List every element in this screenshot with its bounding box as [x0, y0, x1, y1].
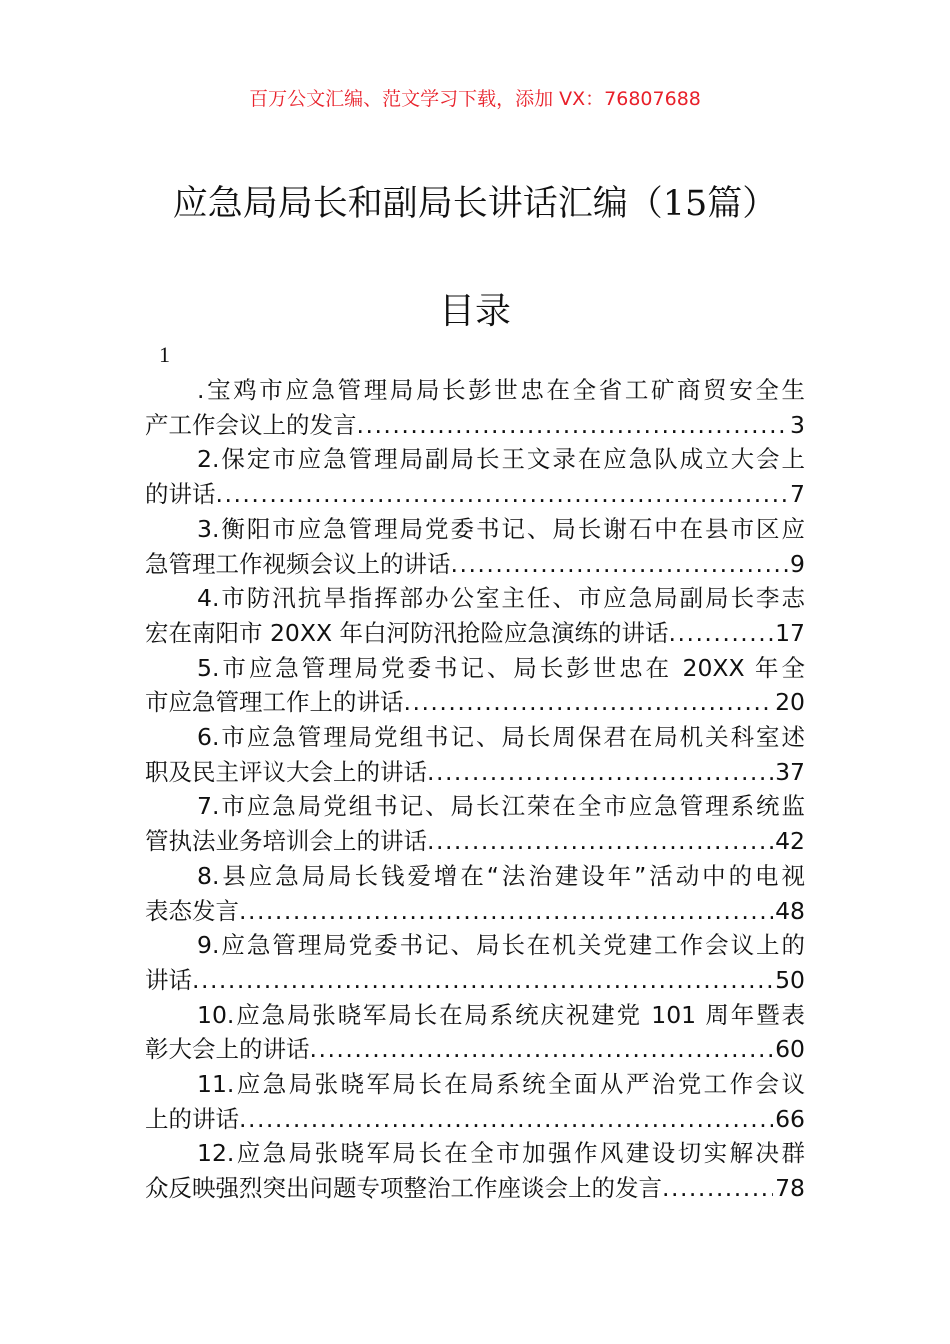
- toc-entry-title-line2: 宏在南阳市 20XX 年白河防汛抢险应急演练的讲话: [145, 618, 669, 647]
- toc-entry-title-line2: 众反映强烈突出问题专项整治工作座谈会上的发言: [145, 1174, 662, 1203]
- watermark-banner: 百万公文汇编、范文学习下载，添加 VX：76807688: [249, 88, 701, 110]
- toc-entry-title-line2: 的讲话: [145, 480, 216, 509]
- title-count: 15: [662, 184, 708, 224]
- table-of-contents: [145, 373, 805, 1206]
- toc-entry-page: 17: [775, 618, 805, 647]
- toc-entry-title-line2: 急管理工作视频会议上的讲话: [145, 549, 451, 578]
- document-title: [0, 176, 950, 226]
- toc-entry-title-line2: 职及民主评议大会上的讲话: [145, 757, 427, 786]
- toc-entry-title-line2: 表态发言: [145, 896, 239, 925]
- toc-entry-page: 7: [790, 480, 805, 509]
- dot-leader: [192, 963, 773, 998]
- toc-entry[interactable]: [145, 859, 805, 928]
- toc-entry-title-line1: 11.应急局张晓军局长在局系统全面从严治党工作会议: [197, 1070, 805, 1099]
- toc-entry-page: 37: [775, 757, 805, 786]
- toc-heading: 目录: [438, 291, 511, 332]
- toc-entry-line2: [145, 755, 805, 790]
- toc-entry-page: 3: [790, 410, 805, 439]
- toc-entry-line2: [145, 477, 805, 512]
- toc-entry[interactable]: [145, 442, 805, 511]
- toc-entry-line2: [145, 408, 805, 443]
- toc-entry-line2: [145, 616, 805, 651]
- dot-leader: [310, 1032, 774, 1067]
- toc-entry-page: 9: [790, 549, 805, 578]
- toc-entry-line2: [145, 1032, 805, 1067]
- toc-entry[interactable]: [145, 581, 805, 650]
- toc-entry-page: 60: [775, 1035, 805, 1064]
- toc-entry-page: 50: [775, 965, 805, 994]
- toc-entry-title-line1: 6.市应急管理局党组书记、局长周保君在局机关科室述: [197, 723, 805, 752]
- toc-entry-page: 78: [775, 1174, 805, 1203]
- toc-entry[interactable]: [145, 1067, 805, 1136]
- toc-entry-title-line1: 9.应急管理局党委书记、局长在机关党建工作会议上的: [197, 931, 805, 960]
- toc-entry-title-line1: 12.应急局张晓军局长在全市加强作风建设切实解决群: [197, 1139, 805, 1168]
- dot-leader: [239, 894, 773, 929]
- toc-entry-title-line1: 5.市应急管理局党委书记、局长彭世忠在 20XX 年全: [197, 653, 805, 682]
- toc-entry-title-line2: 市应急管理工作上的讲话: [145, 688, 404, 717]
- toc-entry-page: 42: [775, 827, 805, 856]
- toc-entry-title-line1: 4.市防汛抗旱指挥部办公室主任、市应急局副局长李志: [197, 584, 805, 613]
- toc-entry-title-line2: 彰大会上的讲话: [145, 1035, 310, 1064]
- dot-leader: [451, 547, 789, 582]
- toc-entry-line2: [145, 1171, 805, 1206]
- toc-entry-title-line1: 10.应急局张晓军局长在局系统庆祝建党 101 周年暨表: [197, 1000, 805, 1029]
- toc-entry-title-line1: 3.衡阳市应急管理局党委书记、局长谢石中在县市区应: [197, 514, 805, 543]
- stray-number: 1: [159, 342, 170, 367]
- dot-leader: [669, 616, 774, 651]
- toc-entry[interactable]: [145, 651, 805, 720]
- toc-entry-title-line2: 讲话: [145, 965, 192, 994]
- dot-leader: [404, 685, 774, 720]
- toc-entry-line2: [145, 824, 805, 859]
- toc-entry-page: 20: [775, 688, 805, 717]
- toc-entry-title-line1: 7.市应急局党组书记、局长江荣在全市应急管理系统监: [197, 792, 805, 821]
- toc-entry-title-line1: 8.县应急局局长钱爱增在“法治建设年”活动中的电视: [197, 861, 805, 890]
- toc-entry-line2: [145, 1102, 805, 1137]
- toc-entry[interactable]: [145, 373, 805, 442]
- dot-leader: [427, 755, 773, 790]
- dot-leader: [239, 1102, 773, 1137]
- toc-entry-line2: [145, 963, 805, 998]
- toc-entry-page: 66: [775, 1104, 805, 1133]
- dot-leader: [662, 1171, 773, 1206]
- title-text: 应急局局长和副局长讲话汇编（: [172, 184, 663, 224]
- toc-entry-title-line1: .宝鸡市应急管理局局长彭世忠在全省工矿商贸安全生: [197, 376, 805, 404]
- toc-entry-page: 48: [775, 896, 805, 925]
- dot-leader: [427, 824, 773, 859]
- title-suffix: 篇）: [707, 184, 778, 224]
- toc-entry[interactable]: [145, 1136, 805, 1205]
- toc-entry[interactable]: [145, 512, 805, 581]
- dot-leader: [357, 408, 789, 443]
- toc-entry[interactable]: [145, 789, 805, 858]
- toc-entry[interactable]: [145, 928, 805, 997]
- toc-entry[interactable]: [145, 720, 805, 789]
- toc-entry-title-line1: 2.保定市应急管理局副局长王文录在应急队成立大会上: [197, 445, 805, 474]
- toc-entry-line2: [145, 894, 805, 929]
- toc-entry-line2: [145, 685, 805, 720]
- dot-leader: [216, 477, 789, 512]
- toc-entry-title-line2: 管执法业务培训会上的讲话: [145, 827, 427, 856]
- toc-entry[interactable]: [145, 998, 805, 1067]
- toc-entry-title-line2: 产工作会议上的发言: [145, 410, 357, 439]
- toc-entry-title-line2: 上的讲话: [145, 1104, 239, 1133]
- toc-entry-line2: [145, 547, 805, 582]
